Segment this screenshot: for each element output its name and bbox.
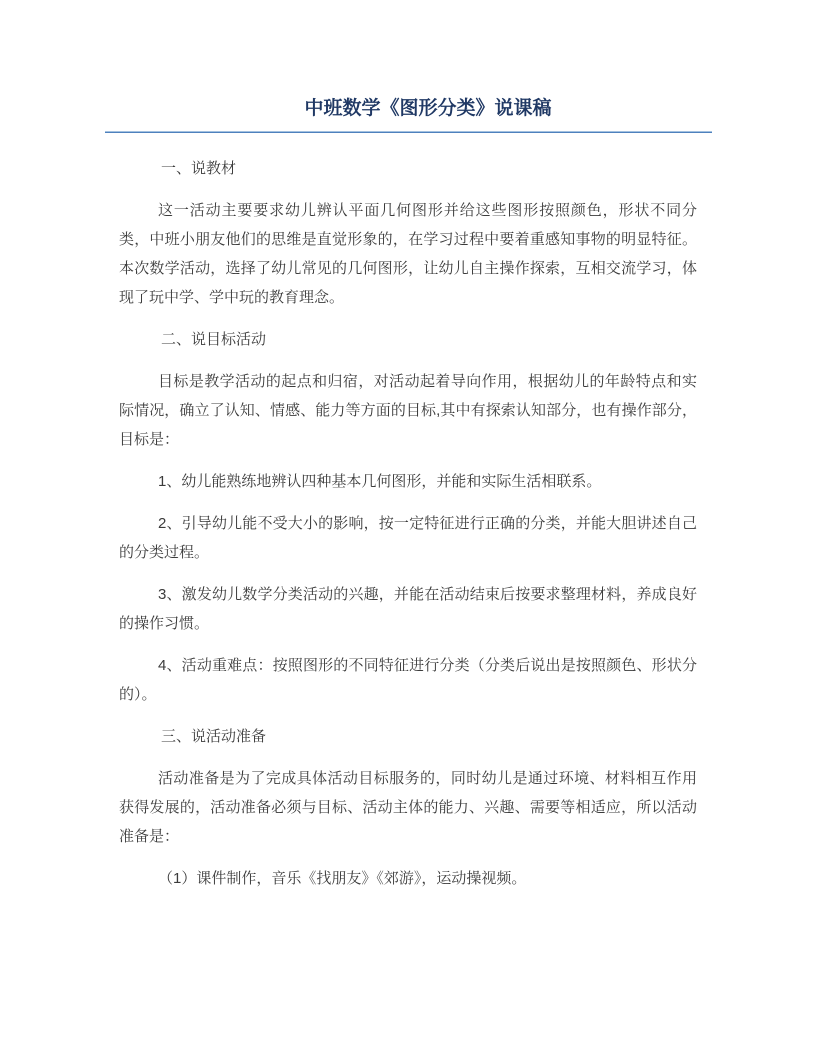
paragraph: 2、引导幼儿能不受大小的影响，按一定特征进行正确的分类，并能大胆讲述自己的分类过程。 (119, 515, 697, 561)
paragraph: 活动准备是为了完成具体活动目标服务的，同时幼儿是通过环境、材料相互作用获得发展的，活动准备必须与目标、活动主体的能力、兴趣、需要等相适应，所以活动准备是： (119, 770, 697, 845)
paragraph: 1、幼儿能熟练地辨认四种基本几何图形，并能和实际生活相联系。 (158, 473, 602, 490)
document-body (119, 154, 697, 893)
section-heading-2: 二、说目标活动 (161, 331, 267, 348)
document-content (119, 96, 697, 906)
title-underline-rule (105, 131, 712, 133)
paragraph: 这一活动主要要求幼儿辨认平面几何图形并给这些图形按照颜色，形状不同分类，中班小朋友他们的思维是直觉形象的，在学习过程中要着重感知事物的明显特征。本次数学活动，选择了幼儿常见的几何图形，让幼儿自主操作探索，互相交流学习，体现了玩中学、学中玩的教育理念。 (119, 202, 697, 306)
document-title: 中班数学《图形分类》说课稿 (304, 98, 552, 119)
paragraph: 目标是教学活动的起点和归宿，对活动起着导向作用，根据幼儿的年龄特点和实际情况，确立了认知、情感、能力等方面的目标,其中有探索认知部分，也有操作部分，目标是： (119, 373, 697, 448)
paragraph: （1）课件制作，音乐《找朋友》《郊游》，运动操视频。 (158, 870, 527, 887)
paragraph: 4、活动重难点：按照图形的不同特征进行分类（分类后说出是按照颜色、形状分的）。 (119, 657, 697, 703)
section-heading-3: 三、说活动准备 (161, 728, 267, 745)
section-heading-1: 一、说教材 (161, 160, 237, 177)
paragraph: 3、激发幼儿数学分类活动的兴趣，并能在活动结束后按要求整理材料，养成良好的操作习惯。 (119, 586, 697, 632)
